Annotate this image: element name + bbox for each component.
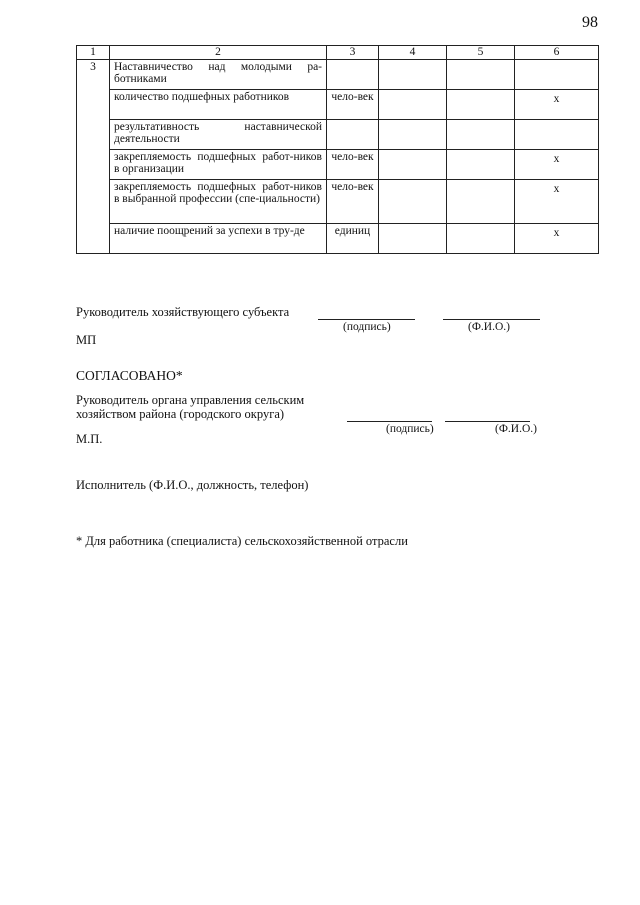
indicator-cell: закрепляемость подшефных работ-ников в организации (110, 150, 327, 180)
value-cell (379, 150, 447, 180)
table-row (77, 150, 599, 180)
value-cell (379, 180, 447, 224)
header-cell: 6 (515, 46, 599, 60)
col6-cell: х (515, 90, 599, 120)
table-header-row (77, 46, 599, 60)
table-row (77, 120, 599, 150)
head-label: Руководитель хозяйствующего субъекта (76, 305, 290, 319)
unit-cell: чело-век (327, 90, 379, 120)
unit-cell: единиц (327, 224, 379, 254)
indicator-cell: Наставничество над молодыми ра-ботниками (110, 60, 327, 90)
indicator-cell: закрепляемость подшефных работ-ников в выбранной профессии (спе-циальности) (110, 180, 327, 224)
approved-heading: СОГЛАСОВАНО* (76, 368, 183, 383)
header-cell: 5 (447, 46, 515, 60)
table-row (77, 90, 599, 120)
signature-caption: (подпись) (386, 423, 434, 435)
name-caption: (Ф.И.О.) (495, 423, 537, 435)
header-cell: 3 (327, 46, 379, 60)
table-row (77, 180, 599, 224)
footnote: * Для работника (специалиста) сельскохозяйственной отрасли (76, 534, 408, 548)
value-cell (379, 90, 447, 120)
value-cell (447, 150, 515, 180)
agency-head-line1: Руководитель органа управления сельским (76, 393, 305, 407)
header-cell: 4 (379, 46, 447, 60)
value-cell (379, 120, 447, 150)
name-line (443, 319, 540, 320)
signature-line (318, 319, 415, 320)
signature-caption: (подпись) (343, 321, 391, 333)
signature-line (347, 421, 432, 422)
col6-cell: х (515, 224, 599, 254)
indicator-cell: результативность наставнической деятельности (110, 120, 327, 150)
value-cell (447, 180, 515, 224)
unit-cell: чело-век (327, 180, 379, 224)
stamp-mp: МП (76, 333, 97, 347)
value-cell (447, 60, 515, 90)
unit-cell: чело-век (327, 150, 379, 180)
header-cell: 1 (77, 46, 110, 60)
value-cell (379, 60, 447, 90)
value-cell (447, 224, 515, 254)
col6-cell (515, 60, 599, 90)
indicator-cell: наличие поощрений за успехи в тру-де (110, 224, 327, 254)
unit-cell (327, 60, 379, 90)
value-cell (447, 120, 515, 150)
executor-label: Исполнитель (Ф.И.О., должность, телефон) (76, 478, 309, 492)
name-line (445, 421, 530, 422)
indicators-table (76, 45, 599, 254)
page-number: 98 (582, 14, 598, 31)
unit-cell (327, 120, 379, 150)
value-cell (379, 224, 447, 254)
stamp-mp-2: М.П. (76, 432, 103, 446)
col6-cell (515, 120, 599, 150)
header-cell: 2 (110, 46, 327, 60)
indicator-cell: количество подшефных работников (110, 90, 327, 120)
section-number: 3 (77, 60, 110, 254)
table-row (77, 224, 599, 254)
table-row (77, 60, 599, 90)
col6-cell: х (515, 150, 599, 180)
agency-head-line2: хозяйством района (городского округа) (76, 407, 285, 421)
col6-cell: х (515, 180, 599, 224)
value-cell (447, 90, 515, 120)
name-caption: (Ф.И.О.) (468, 321, 510, 333)
